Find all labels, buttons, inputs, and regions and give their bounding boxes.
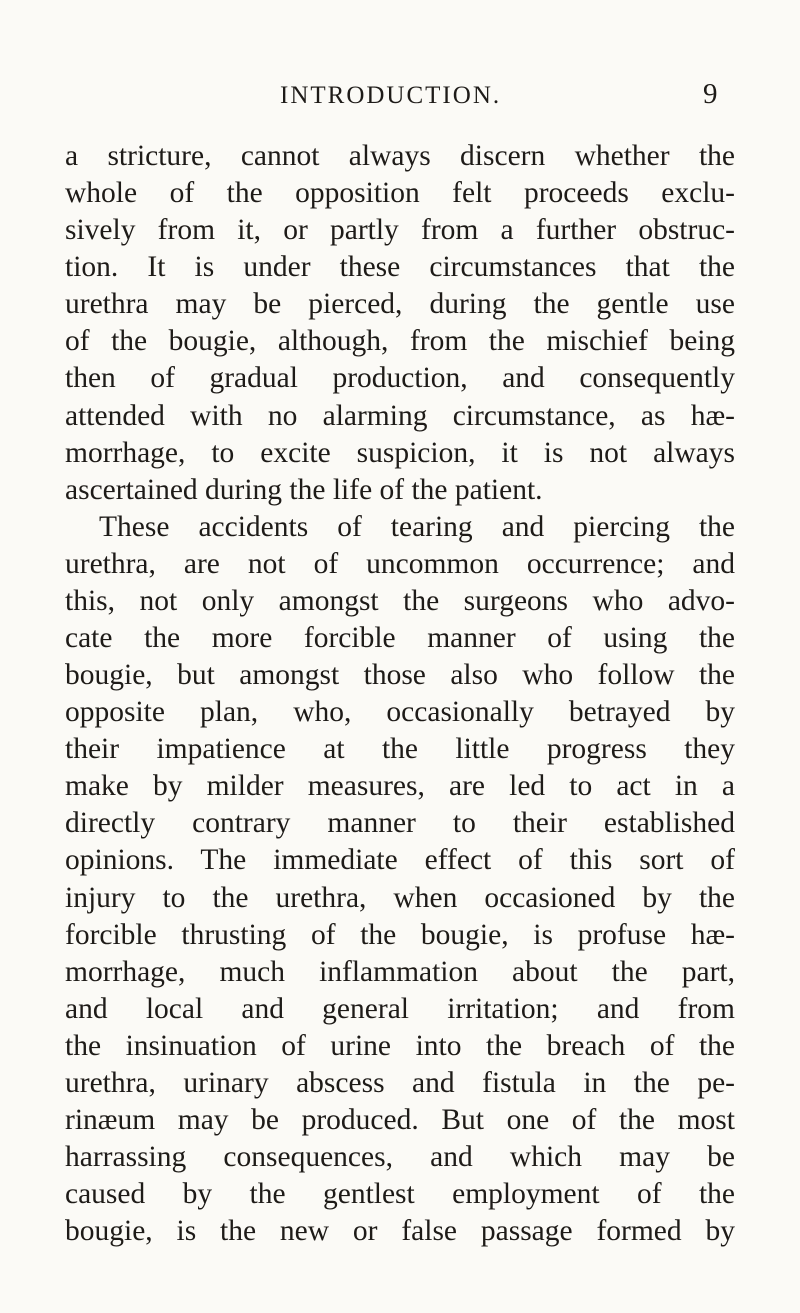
text-line: harrassing consequences, and which may be [65, 1141, 735, 1174]
text-line: injury to the urethra, when occasioned by the [65, 881, 735, 914]
text-line: These accidents of tearing and piercing the [99, 510, 735, 543]
text-line: their impatience at the little progress they [65, 733, 735, 766]
text-line: a stricture, cannot always discern whether the [65, 140, 735, 172]
text-line: bougie, but amongst those also who follow the [65, 659, 735, 692]
text-line: then of gradual production, and consequently [65, 362, 735, 395]
text-line: morrhage, much inflammation about the part, [65, 955, 735, 988]
text-line: directly contrary manner to their established [65, 807, 735, 840]
text-line: forcible thrusting of the bougie, is profuse hæ- [65, 918, 735, 951]
running-head [0, 78, 800, 118]
page-number: 9 [703, 78, 718, 110]
text-line: sively from it, or partly from a further obstruc- [65, 214, 735, 247]
text-line: opposite plan, who, occasionally betrayed by [65, 696, 735, 729]
text-line: tion. It is under these circumstances that the [65, 251, 735, 284]
text-line: this, not only amongst the surgeons who advo- [65, 584, 735, 617]
text-line: opinions. The immediate effect of this sort of [65, 844, 735, 877]
text-line: bougie, is the new or false passage formed by [65, 1215, 735, 1248]
text-line: attended with no alarming circumstance, as hæ- [65, 399, 735, 432]
text-line: make by milder measures, are led to act in a [65, 770, 735, 803]
text-line: ascertained during the life of the patient. [65, 473, 543, 506]
text-line: caused by the gentlest employment of the [65, 1178, 735, 1211]
text-line: rinæum may be produced. But one of the most [65, 1104, 735, 1137]
text-line: of the bougie, although, from the mischief being [65, 325, 735, 358]
text-line: urethra may be pierced, during the gentle use [65, 288, 735, 321]
text-line: the insinuation of urine into the breach of the [65, 1029, 735, 1062]
text-line: urethra, are not of uncommon occurrence; and [65, 547, 735, 580]
body-text [65, 138, 735, 1250]
text-line: morrhage, to excite suspicion, it is not always [65, 436, 735, 469]
running-title: INTRODUCTION. [280, 82, 502, 109]
text-line: whole of the opposition felt proceeds exclu- [65, 177, 735, 210]
text-line: cate the more forcible manner of using the [65, 622, 735, 655]
text-line: and local and general irritation; and from [65, 992, 735, 1025]
text-line: urethra, urinary abscess and fistula in the pe- [65, 1066, 735, 1099]
